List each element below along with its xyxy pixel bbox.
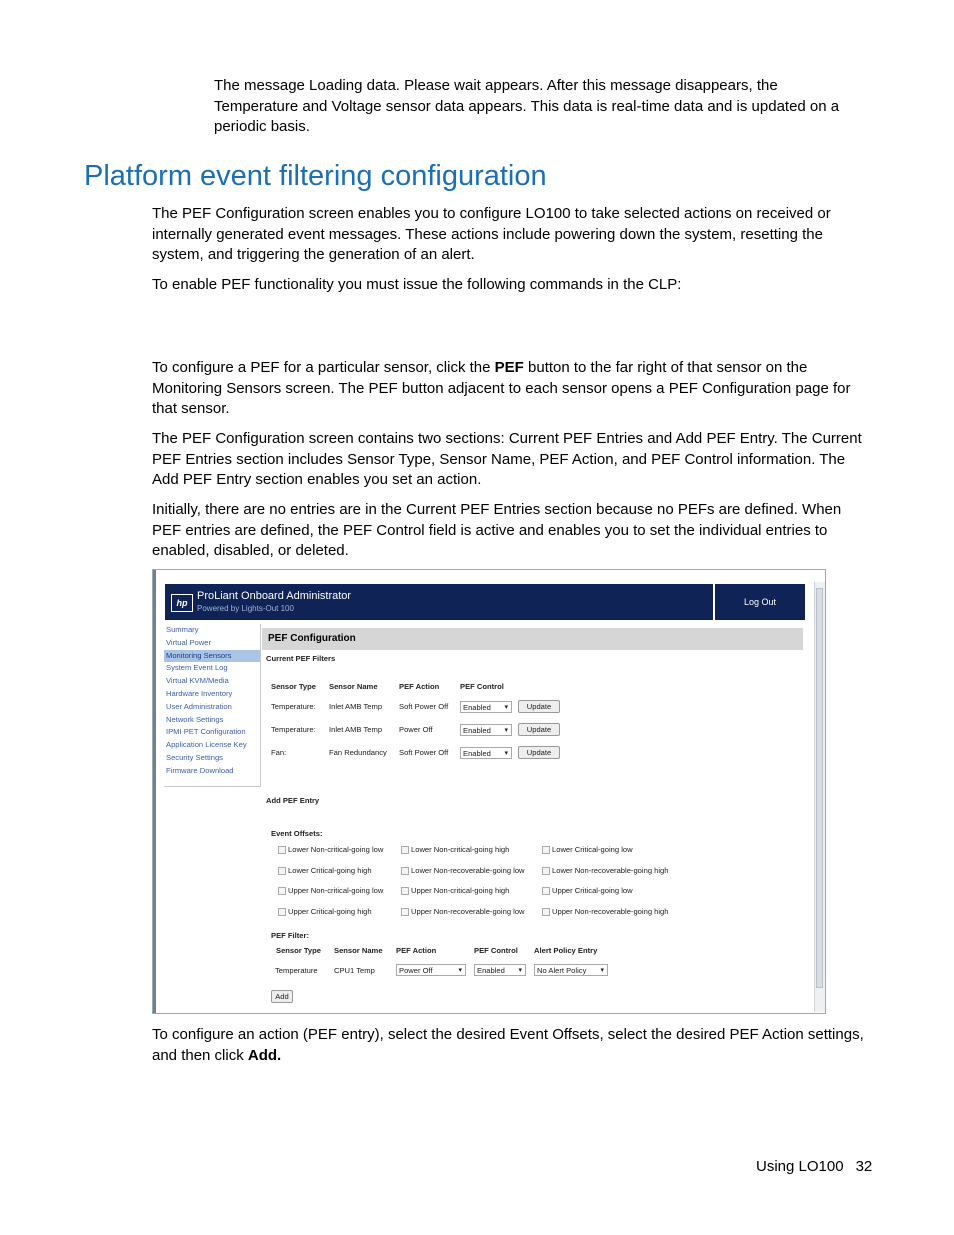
offset-checkbox[interactable] [542, 867, 550, 875]
offset-checkbox[interactable] [401, 908, 409, 916]
sidebar-item-ipmi-pet[interactable]: IPMI PET Configuration [166, 727, 246, 737]
text-run: button to the far right of that sensor on the [523, 359, 808, 376]
sidebar-item-virtual-power[interactable]: Virtual Power [166, 637, 212, 647]
sidebar-item-system-event-log[interactable]: System Event Log [166, 663, 228, 673]
sidebar-item-security-settings[interactable]: Security Settings [166, 752, 223, 762]
text-line: PEF Entries section includes Sensor Type, Sensor Name, PEF Action, and PEF Control information. The [152, 450, 846, 468]
offset-checkbox[interactable] [401, 846, 409, 854]
paragraph-enable-pef: To enable PEF functionality you must issue the following commands in the CLP: [152, 276, 682, 293]
text-line: PEF entries are defined, the PEF Control field is active and enables you to set the individual entries to [152, 521, 828, 539]
offset-label: Lower Critical-going low [552, 845, 633, 854]
paragraph-initial-state [152, 500, 841, 562]
row-sensor-name: Fan Redundancy [329, 748, 387, 757]
footer-section: Using LO100 [756, 1158, 844, 1175]
intro-paragraph [214, 76, 839, 138]
row-pef-action: Soft Power Off [399, 748, 449, 757]
text-line: system, and triggering the generation of an alert. [152, 246, 475, 263]
filter-sensor-type: Temperature [275, 966, 318, 975]
filter-column-header: Sensor Name [334, 946, 383, 955]
pef-configuration-screenshot [152, 569, 826, 1014]
text-line: that sensor. [152, 400, 230, 417]
paragraph-sections [152, 429, 862, 491]
sidebar-item-summary[interactable]: Summary [166, 625, 199, 634]
event-offsets-label: Event Offsets: [271, 829, 323, 838]
intro-line: periodic basis. [214, 118, 310, 135]
offset-label: Lower Critical-going high [288, 866, 372, 875]
alert-policy-select[interactable]: No Alert Policy ▾ [534, 964, 608, 976]
sidebar-item-virtual-kvm[interactable]: Virtual KVM/Media [166, 676, 229, 686]
row-sensor-name: Inlet AMB Temp [329, 702, 383, 711]
text-line [152, 358, 850, 379]
paragraph-configure-action [152, 1025, 864, 1066]
sidebar-item-network-settings[interactable]: Network Settings [166, 714, 224, 724]
sidebar-item-monitoring-sensors[interactable]: Monitoring Sensors [164, 650, 260, 663]
pef-control-select[interactable]: Enabled ▾ [460, 747, 512, 759]
offset-checkbox[interactable] [278, 867, 286, 875]
offset-label: Upper Critical-going high [288, 907, 372, 916]
pef-filter-label: PEF Filter: [271, 931, 309, 940]
pef-control-select[interactable]: Enabled ▾ [474, 964, 526, 976]
sidebar-item-license-key[interactable]: Application License Key [166, 740, 247, 750]
filter-column-header: Alert Policy Entry [534, 946, 598, 955]
page-footer [756, 1158, 872, 1175]
current-filters-label: Current PEF Filters [266, 654, 336, 663]
brand-subtitle: Powered by Lights-Out 100 [197, 604, 294, 613]
row-sensor-type: Temperature: [271, 725, 316, 734]
update-button[interactable]: Update [518, 746, 560, 759]
filter-sensor-name: CPU1 Temp [334, 966, 375, 975]
row-sensor-type: Temperature: [271, 702, 316, 711]
intro-line: The message Loading data. Please wait appears. After this message disappears, the [214, 77, 778, 94]
add-entry-label: Add PEF Entry [266, 796, 320, 805]
filter-column-header: Sensor Type [276, 946, 322, 955]
scrollbar[interactable] [814, 582, 825, 1012]
paragraph-pef-overview [152, 204, 831, 266]
paragraph-configure-pef [152, 358, 850, 420]
hp-logo-icon: hp [171, 594, 193, 612]
pef-action-select[interactable]: Power Off ▾ [396, 964, 466, 976]
filter-column-header: PEF Control [474, 946, 518, 955]
offset-checkbox[interactable] [278, 887, 286, 895]
filter-column-header: PEF Action [396, 946, 437, 955]
add-button[interactable]: Add [271, 990, 293, 1003]
offset-label: Upper Non-critical-going high [411, 886, 510, 895]
text-line: The PEF Configuration screen contains two sections: Current PEF Entries and Add PEF Entry. The Current [152, 430, 862, 447]
sidebar-item-user-administration[interactable]: User Administration [166, 701, 232, 711]
update-button[interactable]: Update [518, 700, 560, 713]
text-line: Add PEF Entry section enables you set an action. [152, 471, 482, 488]
offset-label: Upper Non-critical-going low [288, 886, 384, 895]
text-line [152, 1046, 864, 1067]
offset-label: Upper Non-recoverable-going high [552, 907, 669, 916]
row-sensor-type: Fan: [271, 748, 287, 757]
offset-checkbox[interactable] [278, 846, 286, 854]
text-run: To configure a PEF for a particular sensor, click the [152, 359, 495, 376]
offset-label: Lower Non-critical-going low [288, 845, 384, 854]
column-header: PEF Action [399, 682, 440, 691]
offset-checkbox[interactable] [542, 908, 550, 916]
offset-checkbox[interactable] [542, 887, 550, 895]
sidebar-item-hardware-inventory[interactable]: Hardware Inventory [166, 688, 233, 698]
text-run: and then click [152, 1046, 248, 1064]
header-banner [165, 584, 713, 620]
intro-line: Temperature and Voltage sensor data appears. This data is real-time data and is updated on a [214, 97, 840, 115]
offset-label: Lower Non-critical-going high [411, 845, 510, 854]
offset-checkbox[interactable] [542, 846, 550, 854]
sidebar-item-firmware-download[interactable]: Firmware Download [166, 765, 234, 775]
row-sensor-name: Inlet AMB Temp [329, 725, 383, 734]
offset-label: Upper Critical-going low [552, 886, 633, 895]
offset-checkbox[interactable] [278, 908, 286, 916]
pef-keyword: PEF [494, 359, 524, 376]
pef-control-select[interactable]: Enabled ▾ [460, 724, 512, 736]
text-line: Initially, there are no entries are in the Current PEF Entries section because no PEFs are defined. When [152, 501, 842, 518]
offset-label: Upper Non-recoverable-going low [411, 907, 525, 916]
text-line: The PEF Configuration screen enables you to configure LO100 to take selected actions on received or [152, 205, 831, 222]
brand-title: ProLiant Onboard Administrator [197, 590, 352, 602]
column-header: Sensor Type [271, 682, 317, 691]
pef-control-select[interactable]: Enabled ▾ [460, 701, 512, 713]
offset-label: Lower Non-recoverable-going high [552, 866, 669, 875]
offset-checkbox[interactable] [401, 887, 409, 895]
scrollbar-thumb[interactable] [816, 588, 823, 988]
row-pef-action: Soft Power Off [399, 702, 449, 711]
page-number: 32 [855, 1158, 873, 1175]
text-line: internally generated event messages. These actions include powering down the system, resetting the [152, 225, 823, 243]
add-keyword: Add. [247, 1046, 282, 1064]
row-pef-action: Power Off [399, 725, 433, 734]
column-header: PEF Control [460, 682, 504, 691]
section-heading: Platform event filtering configuration [84, 160, 547, 192]
text-line: enabled, disabled, or deleted. [152, 542, 349, 559]
text-line: To configure an action (PEF entry), select the desired Event Offsets, select the desired PEF Action settings, [152, 1026, 864, 1043]
text-line: Monitoring Sensors screen. The PEF button adjacent to each sensor opens a PEF Configuration page for [152, 379, 851, 397]
offset-checkbox[interactable] [401, 867, 409, 875]
page-title: PEF Configuration [262, 628, 803, 650]
sidebar-nav [164, 624, 261, 787]
frame-edge [153, 570, 156, 1013]
offset-label: Lower Non-recoverable-going low [411, 866, 525, 875]
logout-button[interactable]: Log Out [715, 584, 805, 620]
column-header: Sensor Name [329, 682, 378, 691]
update-button[interactable]: Update [518, 723, 560, 736]
